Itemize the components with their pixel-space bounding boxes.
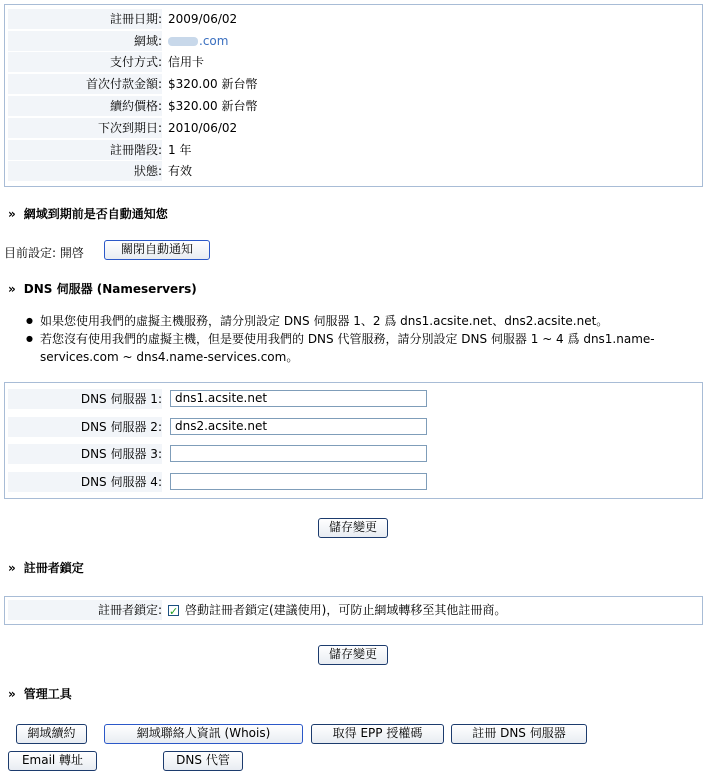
lock-save-button[interactable]: 儲存變更 bbox=[318, 645, 388, 665]
domain-info-panel bbox=[4, 4, 703, 187]
dns-heading: » DNS 伺服器 (Nameservers) bbox=[8, 282, 197, 296]
info-label: 註冊日期: bbox=[8, 9, 162, 29]
whois-contact-button[interactable]: 網域聯絡人資訊 (Whois) bbox=[104, 724, 303, 744]
double-chevron-icon: » bbox=[8, 687, 16, 701]
renew-domain-button[interactable]: 網域續約 bbox=[16, 724, 87, 744]
info-label: 狀態: bbox=[8, 161, 162, 181]
info-label: 下次到期日: bbox=[8, 118, 162, 138]
blurred-domain-name bbox=[168, 37, 198, 46]
dns-server-3-input[interactable] bbox=[170, 445, 427, 462]
lock-option[interactable] bbox=[168, 600, 506, 620]
info-label: 首次付款金額: bbox=[8, 74, 162, 94]
dns-server-2-input[interactable]: dns2.acsite.net bbox=[170, 418, 427, 435]
dns-label: DNS 伺服器 3: bbox=[8, 444, 162, 464]
dns-note: ● 如果您使用我們的虛擬主機服務，請分別設定 DNS 伺服器 1、2 爲 dns1.acsite.net、dns2.acsite.net。 bbox=[26, 312, 686, 330]
register-dns-server-button[interactable]: 註冊 DNS 伺服器 bbox=[451, 724, 587, 744]
current-setting-text: 目前設定: 開啓 bbox=[4, 246, 84, 260]
auto-notify-heading: » 網域到期前是否自動通知您 bbox=[8, 207, 168, 221]
lock-heading: » 註冊者鎖定 bbox=[8, 561, 84, 575]
domain-link[interactable] bbox=[168, 31, 228, 51]
info-value: 1 年 bbox=[168, 143, 192, 157]
get-epp-code-button[interactable]: 取得 EPP 授權碼 bbox=[311, 724, 444, 744]
dns-label: DNS 伺服器 1: bbox=[8, 389, 162, 409]
dns-server-panel bbox=[4, 382, 703, 499]
lock-checkbox-text: 啓動註冊者鎖定(建議使用)，可防止網域轉移至其他註冊商。 bbox=[185, 603, 507, 617]
domain-tld: .com bbox=[199, 34, 229, 48]
lock-panel bbox=[4, 596, 703, 625]
double-chevron-icon: » bbox=[8, 207, 16, 221]
dns-label: DNS 伺服器 2: bbox=[8, 417, 162, 437]
info-label: 網域: bbox=[8, 31, 162, 51]
double-chevron-icon: » bbox=[8, 282, 16, 296]
info-value: 2009/06/02 bbox=[168, 12, 238, 26]
info-label: 註冊階段: bbox=[8, 140, 162, 160]
dns-save-button[interactable]: 儲存變更 bbox=[318, 518, 388, 538]
lock-checkbox[interactable] bbox=[168, 605, 179, 616]
double-chevron-icon: » bbox=[8, 561, 16, 575]
info-value: 有效 bbox=[168, 164, 193, 178]
dns-notes-list bbox=[26, 312, 686, 366]
dns-server-4-input[interactable] bbox=[170, 473, 427, 490]
dns-hosting-button[interactable]: DNS 代管 bbox=[163, 751, 243, 771]
info-label: 支付方式: bbox=[8, 52, 162, 72]
info-value: $320.00 新台幣 bbox=[168, 77, 258, 91]
lock-label: 註冊者鎖定: bbox=[8, 600, 162, 620]
info-label: 續約價格: bbox=[8, 96, 162, 116]
tools-heading: » 管理工具 bbox=[8, 687, 72, 701]
dns-note: ● 若您沒有使用我們的虛擬主機，但是要使用我們的 DNS 代管服務，請分別設定 DNS 伺服器 1 ~ 4 爲 dns1.name-services.com ~ dns4.name-services.com。 bbox=[26, 330, 686, 366]
info-value: $320.00 新台幣 bbox=[168, 99, 258, 113]
email-forwarding-button[interactable]: Email 轉址 bbox=[8, 751, 97, 771]
dns-label: DNS 伺服器 4: bbox=[8, 472, 162, 492]
disable-auto-notify-button[interactable]: 關閉自動通知 bbox=[104, 240, 210, 260]
dns-server-1-input[interactable]: dns1.acsite.net bbox=[170, 390, 427, 407]
info-value: 信用卡 bbox=[168, 55, 205, 69]
info-value: 2010/06/02 bbox=[168, 121, 238, 135]
